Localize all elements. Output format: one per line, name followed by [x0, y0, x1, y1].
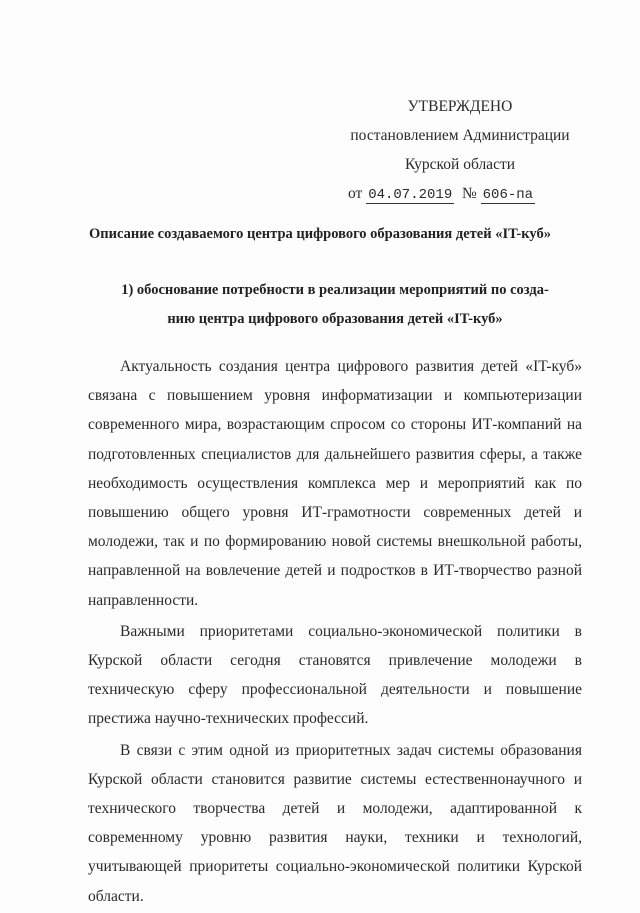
paragraph: В связи с этим одной из приоритетных задач системы образования Курской области становится развитие системы естественнонаучного и технического творчества детей и молодежи, адаптированной к современному уровню развития науки, техники и технологий, учитывающей приоритеты социально-экономической политики Курской области. — [88, 741, 582, 905]
date-prefix: от — [348, 185, 363, 202]
approval-date-line — [340, 179, 580, 210]
section-heading — [90, 276, 580, 334]
approval-stamp — [340, 92, 580, 210]
approved-by: постановлением Администрации — [350, 127, 570, 144]
document-title: Описание создаваемого центра цифрового образования детей «IT-куб» — [89, 226, 551, 242]
paragraph: Актуальность создания центра цифрового развития детей «IT-куб» связана с повышением уровня информатизации и компьютеризации современного мира, возрастающим спросом со стороны ИТ-компаний на подготовленных специалистов для дальнейшего развития сферы, а также необходимость осуществления комплекса мер и мероприятий как по повышению общего уровня ИТ-грамотности современных детей и молодежи, так и по формированию новой системы внешкольной работы, направленной на вовлечение детей и подростков в ИТ-творчество разной направленности. — [88, 358, 582, 609]
approval-number: 606-па — [482, 187, 534, 203]
paragraph: Важными приоритетами социально-экономической политики в Курской области сегодня становятся привлечение молодежи в техническую сферу профессиональной деятельности и повышение престижа научно-технических профессий. — [88, 622, 582, 728]
number-prefix: № — [461, 185, 477, 202]
section-heading-line2: нию центра цифрового образования детей «IT-куб» — [167, 311, 503, 327]
approval-date: 04.07.2019 — [368, 187, 453, 203]
approved-region: Курской области — [404, 156, 516, 173]
approved-label: УТВЕРЖДЕНО — [407, 98, 513, 115]
section-heading-line1: 1) обоснование потребности в реализации мероприятий по созда- — [121, 282, 549, 298]
body-text — [88, 352, 582, 913]
